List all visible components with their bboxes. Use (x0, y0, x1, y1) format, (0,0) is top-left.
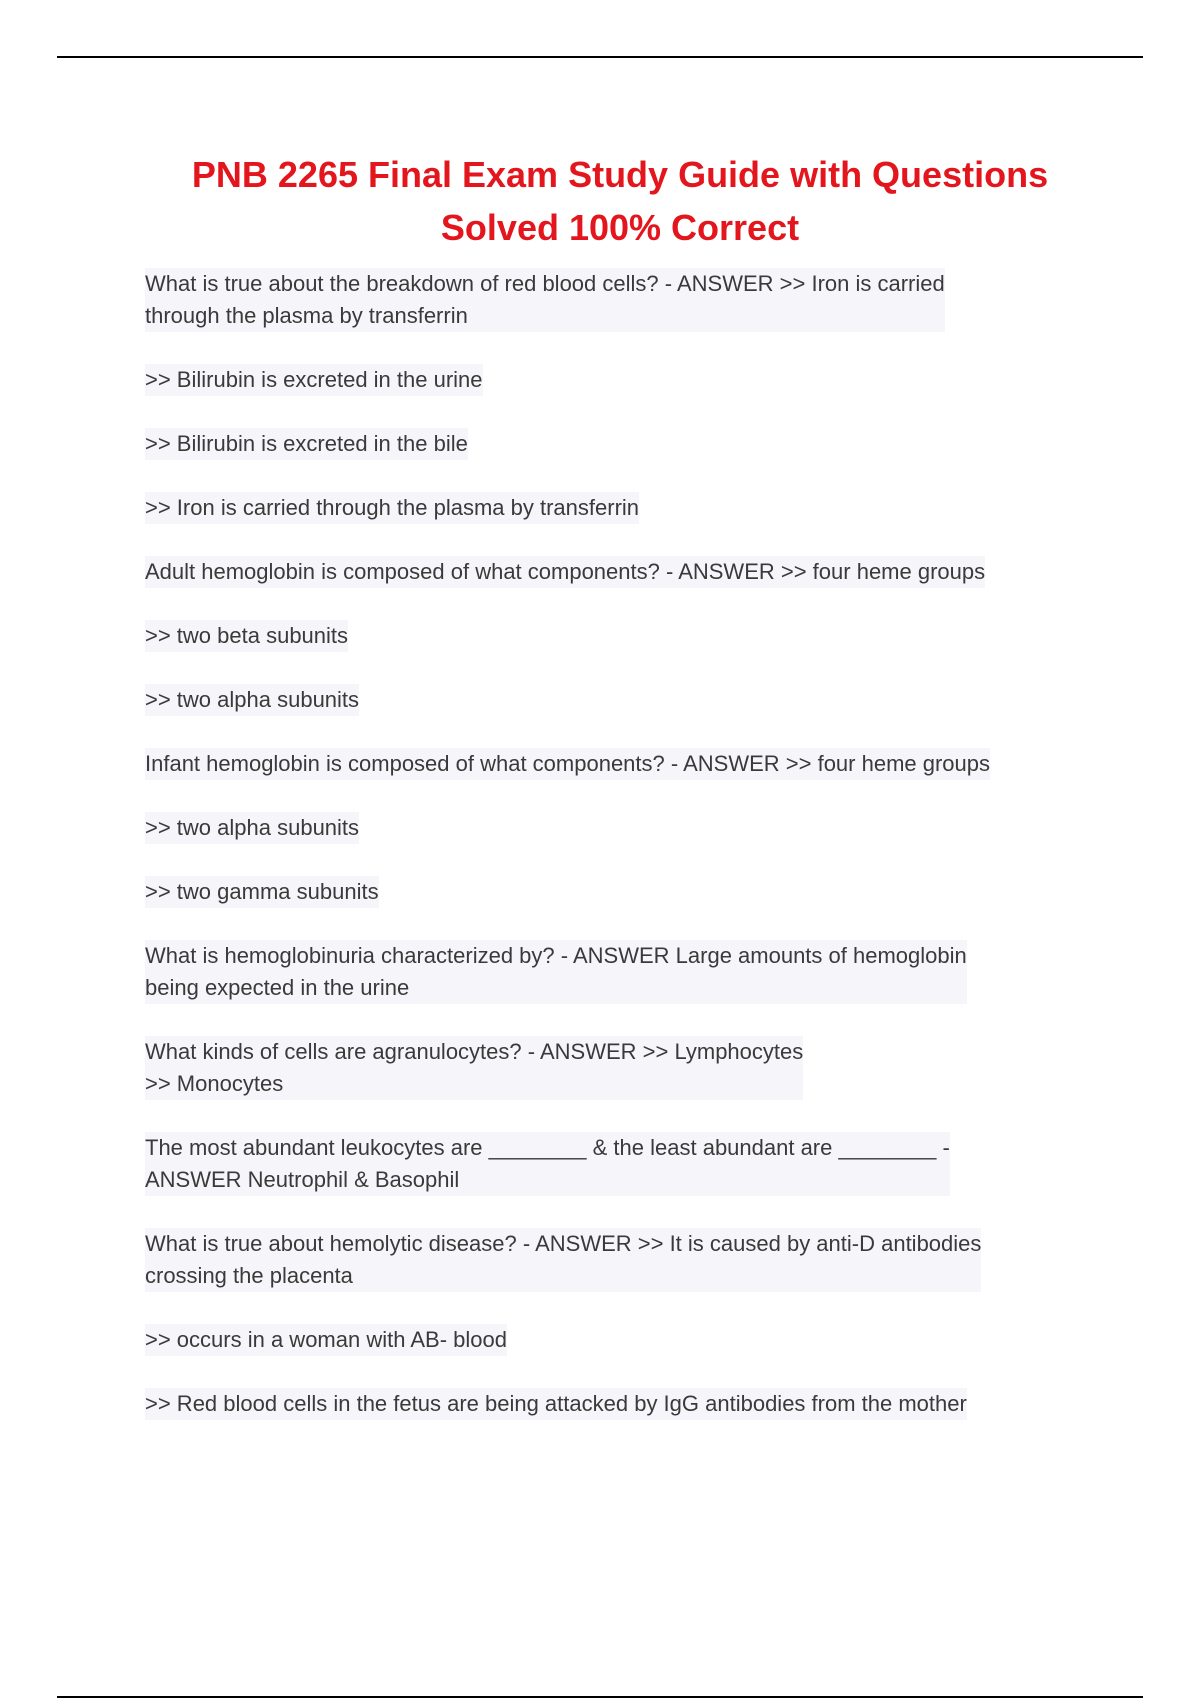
footer-rule (57, 1696, 1143, 1698)
qa-paragraph (145, 268, 945, 332)
qa-text-line: crossing the placenta (145, 1263, 353, 1288)
qa-text-line: What is true about the breakdown of red blood cells? - ANSWER >> Iron is carried (145, 271, 945, 296)
qa-text-line: being expected in the urine (145, 975, 410, 1000)
qa-text-line: What kinds of cells are agranulocytes? - ANSWER >> Lymphocytes (145, 1039, 804, 1064)
qa-text-line: Adult hemoglobin is composed of what components? - ANSWER >> four heme groups (145, 559, 986, 584)
header-rule (57, 56, 1143, 58)
qa-paragraph (145, 492, 639, 524)
qa-text-line: What is hemoglobinuria characterized by? - ANSWER Large amounts of hemoglobin (145, 943, 967, 968)
qa-paragraph (145, 620, 348, 652)
qa-paragraph (145, 1228, 981, 1292)
qa-text-line: >> Red blood cells in the fetus are being attacked by IgG antibodies from the mother (145, 1391, 967, 1416)
qa-text-line: Infant hemoglobin is composed of what components? - ANSWER >> four heme groups (145, 751, 991, 776)
qa-text-line: ANSWER Neutrophil & Basophil (145, 1167, 460, 1192)
document-title (130, 148, 1110, 254)
qa-text-line: through the plasma by transferrin (145, 303, 468, 328)
title-line-1: PNB 2265 Final Exam Study Guide with Questions (191, 154, 1049, 195)
qa-paragraph (145, 684, 359, 716)
qa-text-line: >> Bilirubin is excreted in the bile (145, 431, 468, 456)
qa-text-line: The most abundant leukocytes are ________ & the least abundant are ________ - (145, 1135, 950, 1160)
qa-text-line: >> two beta subunits (145, 623, 349, 648)
qa-paragraph (145, 748, 990, 780)
qa-paragraph (145, 812, 359, 844)
qa-text-line: >> occurs in a woman with AB- blood (145, 1327, 507, 1352)
qa-paragraph (145, 876, 379, 908)
qa-paragraph (145, 1132, 950, 1196)
qa-text-line: >> Monocytes (145, 1071, 284, 1096)
qa-paragraph (145, 1324, 507, 1356)
qa-text-line: >> Iron is carried through the plasma by transferrin (145, 495, 640, 520)
qa-paragraph (145, 556, 985, 588)
qa-paragraph (145, 1388, 967, 1420)
qa-text-line: >> two gamma subunits (145, 879, 379, 904)
title-line-2: Solved 100% Correct (440, 207, 800, 248)
qa-text-line: >> two alpha subunits (145, 815, 360, 840)
qa-paragraph (145, 364, 483, 396)
qa-paragraph (145, 940, 967, 1004)
document-body (145, 268, 1085, 1452)
qa-text-line: >> Bilirubin is excreted in the urine (145, 367, 483, 392)
qa-text-line: >> two alpha subunits (145, 687, 360, 712)
qa-paragraph (145, 1036, 803, 1100)
qa-paragraph (145, 428, 468, 460)
qa-text-line: What is true about hemolytic disease? - ANSWER >> It is caused by anti-D antibodies (145, 1231, 982, 1256)
